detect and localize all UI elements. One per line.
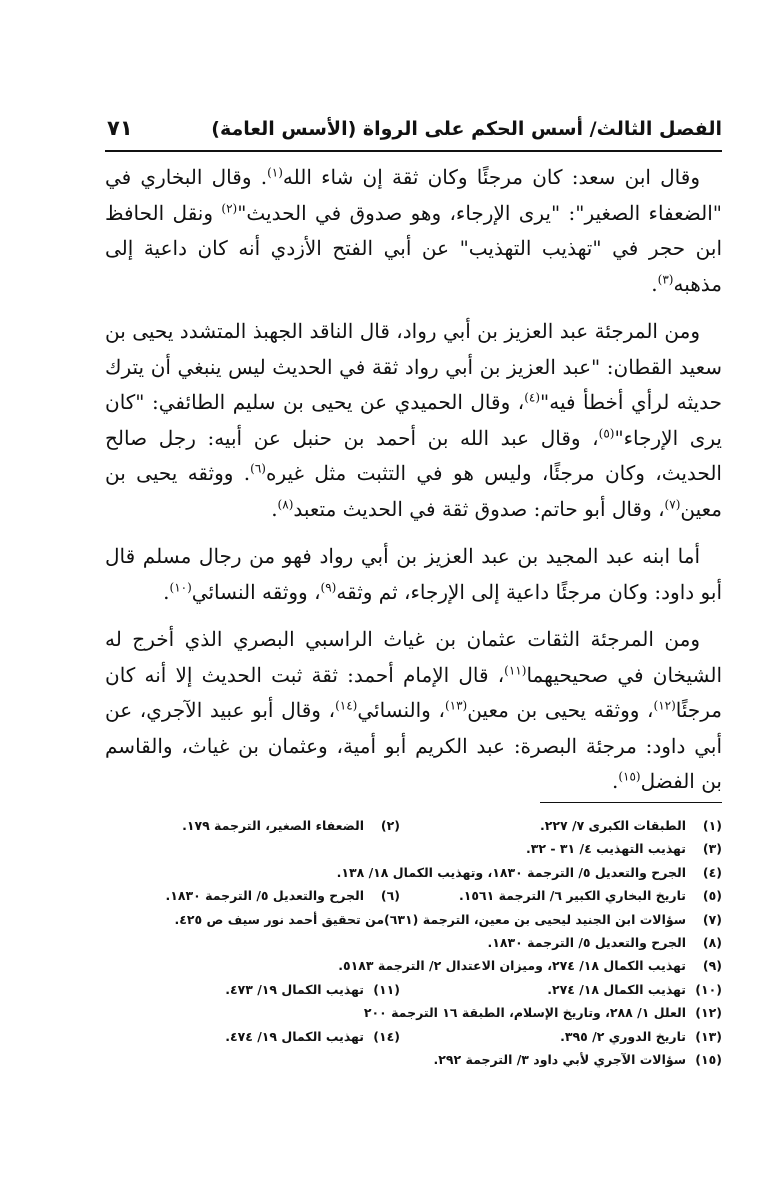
footnote-line	[105, 861, 722, 884]
footnote-line	[105, 884, 722, 907]
footnote	[434, 1048, 722, 1071]
main-text	[105, 160, 722, 812]
footnote-marker: (٣)	[657, 271, 674, 286]
footnote-marker: (٦)	[250, 461, 266, 476]
footnotes	[105, 814, 722, 1071]
footnote-marker: (١٤)	[335, 698, 358, 713]
footnote	[540, 814, 722, 837]
paragraph	[105, 160, 722, 302]
header-rule	[105, 150, 722, 152]
footnote-marker: (٧)	[664, 496, 681, 511]
footnote	[175, 908, 722, 931]
footnote-line	[105, 837, 722, 860]
footnote-number: (٥)	[702, 888, 722, 904]
footnote-line	[105, 814, 722, 837]
footnote-marker: (٩)	[320, 579, 337, 594]
footnote-line	[105, 954, 722, 977]
text-run: ، قال الإمام أحمد: ثقة ثبت الحديث إلا أنه كان مرجئًا	[105, 662, 723, 722]
footnote	[338, 954, 722, 977]
footnote-separator	[540, 802, 722, 803]
footnote-marker: (١)	[267, 165, 283, 180]
text-run: وقال ابن سعد: كان مرجئًا وكان ثقة إن شاء الله	[282, 165, 700, 189]
footnote-line	[105, 931, 722, 954]
footnote-marker: (٨)	[277, 496, 294, 511]
footnote-marker: (١٣)	[444, 698, 468, 713]
text-run: .	[611, 769, 619, 793]
footnote	[225, 1025, 400, 1048]
footnote-line	[105, 1048, 722, 1071]
footnote	[488, 931, 722, 954]
footnote-number: (١١)	[373, 981, 400, 997]
footnote-text: العلل ١/ ٢٨٨، وتاريخ الإسلام، الطبقة ١٦ الترجمة ٢٠٠	[363, 1005, 686, 1021]
footnote	[560, 1025, 722, 1048]
footnote-marker: (٢)	[221, 200, 238, 215]
footnote-line	[105, 978, 722, 1001]
footnote-text: تهذيب الكمال ١٩/ ٤٧٤.	[225, 1028, 364, 1044]
footnote-marker: (٤)	[524, 390, 541, 405]
footnote-number: (٤)	[702, 864, 722, 880]
footnote-number: (٦)	[380, 888, 400, 904]
text-run: ، وقال أبو عبيد الآجري، عن أبي داود: مرجئة البصرة: عبد الكريم أبو أمية، وعثمان بن غياث، والقاسم بن الفضل	[105, 698, 722, 793]
footnote	[547, 978, 722, 1001]
page-number: ٧١	[107, 116, 133, 140]
footnote-number: (١٠)	[695, 981, 722, 997]
footnote-number: (٧)	[702, 911, 722, 927]
footnote-text: تهذيب الكمال ١٨/ ٢٧٤.	[547, 981, 686, 997]
footnote	[225, 978, 400, 1001]
footnote	[166, 884, 400, 907]
footnote	[182, 814, 400, 837]
chapter-title: الفصل الثالث/ أسس الحكم على الرواة (الأسس العامة)	[211, 118, 722, 140]
footnote-text: سؤالات الآجري لأبي داود ٣/ الترجمة ٢٩٢.	[433, 1051, 686, 1067]
footnote-marker: (١١)	[504, 662, 527, 677]
footnote-line	[105, 908, 722, 931]
footnote-number: (٨)	[702, 934, 722, 950]
footnote-text: الجرح والتعديل ٥/ الترجمة ١٨٣٠.	[487, 934, 686, 950]
footnote-number: (١٢)	[695, 1005, 722, 1021]
text-run: ، والنسائي	[357, 698, 445, 722]
text-run: ، وقال أبو حاتم: صدوق ثقة في الحديث متعبد	[293, 496, 665, 521]
footnote-number: (١٤)	[373, 1028, 400, 1044]
paragraph	[105, 314, 722, 527]
footnote-marker: (٥)	[598, 425, 615, 440]
footnote-text: تهذيب الكمال ١٩/ ٤٧٣.	[225, 981, 364, 997]
footnote-marker: (١٥)	[618, 769, 641, 784]
footnote-text: الضعفاء الصغير، الترجمة ١٧٩.	[182, 818, 364, 833]
text-run: ، وقال الحميدي عن يحيى بن سليم الطائفي: "كان يرى الإرجاء"	[105, 390, 722, 450]
footnote-text: الجرح والتعديل ٥/ الترجمة ١٨٣٠، وتهذيب الكمال ١٨/ ١٣٨.	[336, 864, 686, 880]
paragraph	[105, 622, 722, 800]
footnote	[459, 884, 722, 907]
text-run: ومن المرجئة عبد العزيز بن أبي رواد، قال الناقد الجهبذ المتشدد يحيى بن سعيد القطان: "عبد العزيز بن أبي رواد ثقة في الحديث ليس ينبغي أن يترك حديثه لرأي أخطأ فيه"	[105, 319, 722, 414]
footnote	[526, 837, 722, 860]
text-run: .	[163, 579, 170, 604]
footnote-line	[105, 1001, 722, 1024]
text-run: ، ووثقه النسائي	[191, 579, 321, 604]
text-run: . ووثقه يحيى بن معين	[105, 461, 722, 521]
text-run: ومن المرجئة الثقات عثمان بن غياث الراسبي البصري الذي أخرج له الشيخان في صحيحيهما	[105, 627, 722, 687]
footnote	[364, 1001, 722, 1024]
footnote-text: تاريخ الدوري ٢/ ٣٩٥.	[560, 1028, 686, 1044]
footnote-line	[105, 1025, 722, 1048]
footnote-text: الجرح والتعديل ٥/ الترجمة ١٨٣٠.	[165, 888, 364, 904]
text-run: ونقل الحافظ ابن حجر في "تهذيب التهذيب" عن أبي الفتح الأزدي أنه كان داعية إلى مذهبه	[105, 200, 722, 296]
footnote-number: (٩)	[702, 958, 722, 974]
footnote-text: سؤالات ابن الجنيد ليحيى بن معين، الترجمة (٦٣١)من تحقيق أحمد نور سيف ص ٤٢٥.	[174, 911, 686, 927]
footnote-marker: (١٠)	[169, 579, 192, 594]
footnote-number: (٣)	[702, 841, 722, 857]
text-run: ، ووثقه يحيى بن معين	[467, 698, 654, 722]
footnote-text: الطبقات الكبرى ٧/ ٢٢٧.	[540, 818, 686, 833]
running-header	[105, 112, 722, 148]
footnote-number: (١٣)	[695, 1028, 722, 1044]
footnote-text: تهذيب الكمال ١٨/ ٢٧٤، وميزان الاعتدال ٢/ الترجمة ٥١٨٣.	[338, 958, 686, 974]
footnote-number: (٢)	[380, 818, 400, 833]
paragraph	[105, 539, 722, 610]
footnote-marker: (١٢)	[653, 698, 676, 713]
footnote-number: (١)	[702, 818, 722, 833]
text-run: . وقال البخاري في "الضعفاء الصغير": "يرى الإرجاء، وهو صدوق في الحديث"	[105, 165, 722, 225]
footnote-number: (١٥)	[695, 1051, 722, 1067]
footnote	[337, 861, 722, 884]
text-run: .	[651, 271, 658, 296]
footnote-text: تاريخ البخاري الكبير ٦/ الترجمة ١٥٦١.	[458, 888, 686, 904]
footnote-text: تهذيب التهذيب ٤/ ٣١ - ٣٢.	[525, 841, 686, 857]
text-run: ، وقال عبد الله بن أحمد بن حنبل عن أبيه: رجل صالح الحديث، وكان مرجئًا، وليس هو في التثبت مثل غيره	[105, 425, 722, 485]
text-run: .	[271, 496, 278, 521]
text-run: أما ابنه عبد المجيد بن عبد العزيز بن أبي رواد فهو من رجال مسلم قال أبو داود: وكان مرجئًا داعية إلى الإرجاء، ثم وثقه	[105, 544, 722, 604]
